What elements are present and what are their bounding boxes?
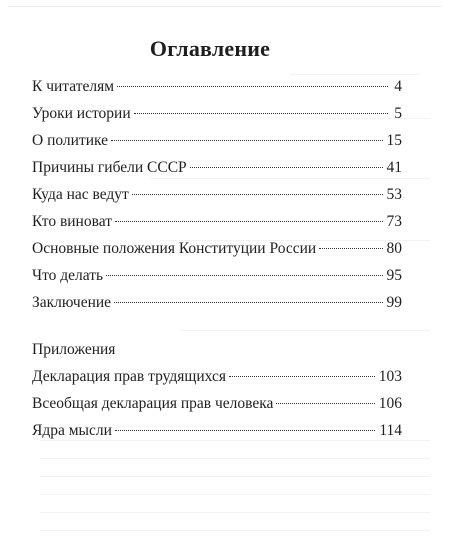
dot-leader xyxy=(106,275,382,276)
toc-entry-title: Причины гибели СССР xyxy=(32,159,187,176)
dot-leader xyxy=(190,167,383,168)
toc-entry[interactable] xyxy=(32,368,402,395)
dot-leader xyxy=(134,113,388,114)
toc-entry-title: Заключение xyxy=(32,294,112,311)
toc-entry-page-number: 15 xyxy=(386,132,402,149)
appendix-heading-label: Приложения xyxy=(32,341,116,358)
toc-entry[interactable] xyxy=(32,159,402,186)
toc-entry-title: Всеобщая декларация прав человека xyxy=(32,395,274,412)
toc-entry[interactable] xyxy=(32,294,402,321)
table-of-contents xyxy=(32,78,402,449)
toc-entry[interactable] xyxy=(32,240,402,267)
toc-appendix-section xyxy=(32,368,402,449)
toc-entry[interactable] xyxy=(32,132,402,159)
dot-leader xyxy=(115,221,383,222)
toc-entry-page-number: 106 xyxy=(378,395,402,412)
top-edge-rule xyxy=(8,6,442,7)
toc-entry[interactable] xyxy=(32,186,402,213)
toc-entry-page-number: 80 xyxy=(386,240,402,257)
toc-entry[interactable] xyxy=(32,395,402,422)
toc-entry-title: К читателям xyxy=(32,78,115,95)
toc-entry[interactable] xyxy=(32,213,402,240)
toc-entry-page-number: 99 xyxy=(386,294,402,311)
toc-entry-title: О политике xyxy=(32,132,109,149)
toc-entry-page-number: 114 xyxy=(379,422,402,439)
toc-entry-page-number: 5 xyxy=(394,105,402,122)
dot-leader xyxy=(115,430,375,431)
toc-entry[interactable] xyxy=(32,105,402,132)
toc-entry-page-number: 53 xyxy=(386,186,402,203)
dot-leader xyxy=(111,140,382,141)
toc-entry-title: Основные положения Конституции России xyxy=(32,240,317,257)
toc-entry-page-number: 95 xyxy=(386,267,402,284)
toc-entry-title: Уроки истории xyxy=(32,105,131,122)
toc-entry[interactable] xyxy=(32,267,402,294)
toc-entry[interactable] xyxy=(32,78,402,105)
toc-entry-title: Кто виноват xyxy=(32,213,112,230)
dot-leader xyxy=(319,248,382,249)
toc-entry[interactable] xyxy=(32,422,402,449)
page-title: Оглавление xyxy=(149,36,271,61)
toc-entry-title: Ядра мысли xyxy=(32,422,112,439)
toc-entry-page-number: 4 xyxy=(394,78,402,95)
toc-entry-page-number: 41 xyxy=(386,159,402,176)
dot-leader xyxy=(229,376,375,377)
toc-entry-page-number: 103 xyxy=(378,368,402,385)
dot-leader xyxy=(114,302,382,303)
toc-entry-page-number: 73 xyxy=(386,213,402,230)
toc-entry-title: Декларация прав трудящихся xyxy=(32,368,226,385)
dot-leader xyxy=(132,194,383,195)
dot-leader xyxy=(117,86,388,87)
toc-entry-title: Что делать xyxy=(32,267,104,284)
toc-entry-title: Куда нас ведут xyxy=(32,186,129,203)
appendix-heading xyxy=(32,341,402,368)
dot-leader xyxy=(276,403,374,404)
toc-main-section xyxy=(32,78,402,321)
